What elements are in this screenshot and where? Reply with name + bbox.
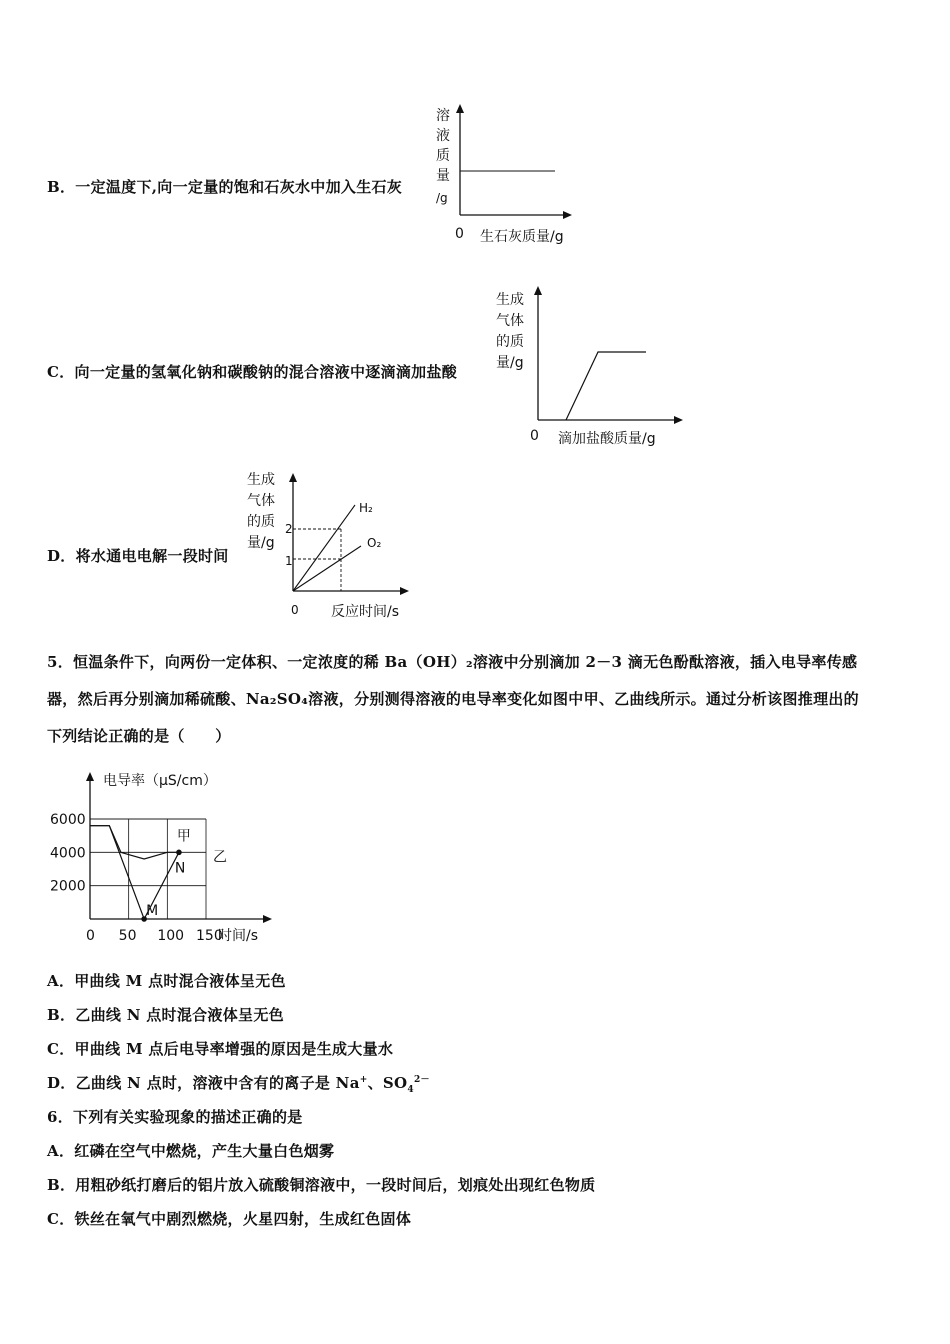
y-axis-label: 电导率（μS/cm） (103, 773, 217, 789)
label-jia: 甲 (176, 828, 191, 845)
q5-option-b: B．乙曲线 N 点时混合液体呈无色 (47, 1006, 284, 1024)
y-label-line: 气体 (247, 493, 275, 509)
x-tick-label: 100 (157, 928, 185, 944)
y-tick-label: 4000 (50, 845, 86, 862)
point-n (176, 850, 182, 856)
series-yi-line (90, 826, 179, 859)
y-label-line: 气体 (496, 313, 524, 329)
o2-line (293, 546, 361, 591)
conductivity-chart-svg (45, 764, 280, 949)
question-6-stem: 6．下列有关实验现象的描述正确的是 (47, 1108, 303, 1126)
q5-line-3: 下列结论正确的是（ ） (47, 727, 231, 745)
so4-charge: 2－ (413, 1075, 430, 1085)
y-label-line: 生成 (247, 472, 275, 488)
q6-option-a: A．红磷在空气中燃烧，产生大量白色烟雾 (47, 1142, 335, 1160)
y-label-char: 溶 (436, 108, 450, 124)
q5-line-2: 器，然后再分别滴加稀硫酸、Na₂SO₄溶液，分别测得溶液的电导率变化如图中甲、乙曲线所示。通过分析该图推理出的 (47, 690, 859, 708)
na-charge: + (359, 1075, 368, 1085)
y-label-line: 的质 (496, 334, 524, 350)
question-5-stem (47, 644, 907, 755)
q6-option-c: C．铁丝在氧气中剧烈燃烧，火星四射，生成红色固体 (47, 1210, 412, 1228)
h2-line (293, 505, 355, 591)
origin-label: 0 (530, 428, 539, 444)
x-tick-label: 50 (118, 928, 137, 944)
q5-option-d-mid: 、SO (367, 1074, 408, 1092)
y-tick-label: 2000 (50, 878, 86, 895)
label-yi: 乙 (213, 849, 227, 866)
q5-option-d-prefix: D．乙曲线 N 点时，溶液中含有的离子是 Na (47, 1074, 360, 1092)
origin-label: 0 (291, 603, 299, 617)
q5-option-a: A．甲曲线 M 点时混合液体呈无色 (47, 972, 286, 990)
x-axis-label: 时间/s (218, 928, 259, 944)
so4-subscript: 4 (407, 1085, 414, 1095)
option-b-text: B．一定温度下,向一定量的饱和石灰水中加入生石灰 (47, 178, 403, 196)
label-m: M (146, 903, 159, 919)
y-label-char: 质 (436, 148, 450, 164)
tick-1: 1 (285, 554, 293, 568)
option-c-text: C．向一定量的氢氧化钠和碳酸钠的混合溶液中逐滴滴加盐酸 (47, 363, 458, 381)
y-label-line: 量/g (247, 535, 275, 551)
y-tick-label: 6000 (50, 812, 86, 828)
x-axis-label: 生石灰质量/g (480, 229, 564, 245)
origin-label: 0 (455, 226, 464, 242)
x-axis-label: 反应时间/s (331, 604, 400, 620)
o2-label: O₂ (367, 536, 382, 550)
q5-line-1: 5．恒温条件下，向两份一定体积、一定浓度的稀 Ba（OH）₂溶液中分别滴加 2－3 滴无色酚酞溶液，插入电导率传感 (47, 653, 858, 671)
x-tick-label: 150 (196, 928, 223, 944)
x-axis-label: 滴加盐酸质量/g (558, 431, 656, 447)
graph-b (430, 100, 590, 250)
y-label-line: 的质 (247, 514, 275, 530)
conductivity-chart (45, 764, 280, 949)
graph-d (247, 467, 417, 627)
q5-option-d (47, 1072, 430, 1095)
label-n: N (174, 860, 186, 877)
gas-curve (566, 352, 646, 420)
tick-2: 2 (285, 522, 293, 536)
y-label-char: 液 (436, 128, 450, 144)
graph-c (496, 282, 696, 452)
q5-option-c: C．甲曲线 M 点后电导率增强的原因是生成大量水 (47, 1040, 394, 1058)
option-d-text: D．将水通电电解一段时间 (47, 547, 229, 565)
y-label-line: 生成 (496, 292, 524, 308)
y-label-line: 量/g (496, 355, 524, 371)
y-label-unit: /g (436, 191, 448, 205)
y-label-char: 量 (436, 168, 450, 184)
h2-label: H₂ (359, 501, 373, 515)
series-jia-line (90, 826, 179, 919)
x-tick-label: 0 (86, 928, 95, 944)
q6-option-b: B．用粗砂纸打磨后的铝片放入硫酸铜溶液中，一段时间后，划痕处出现红色物质 (47, 1176, 596, 1194)
